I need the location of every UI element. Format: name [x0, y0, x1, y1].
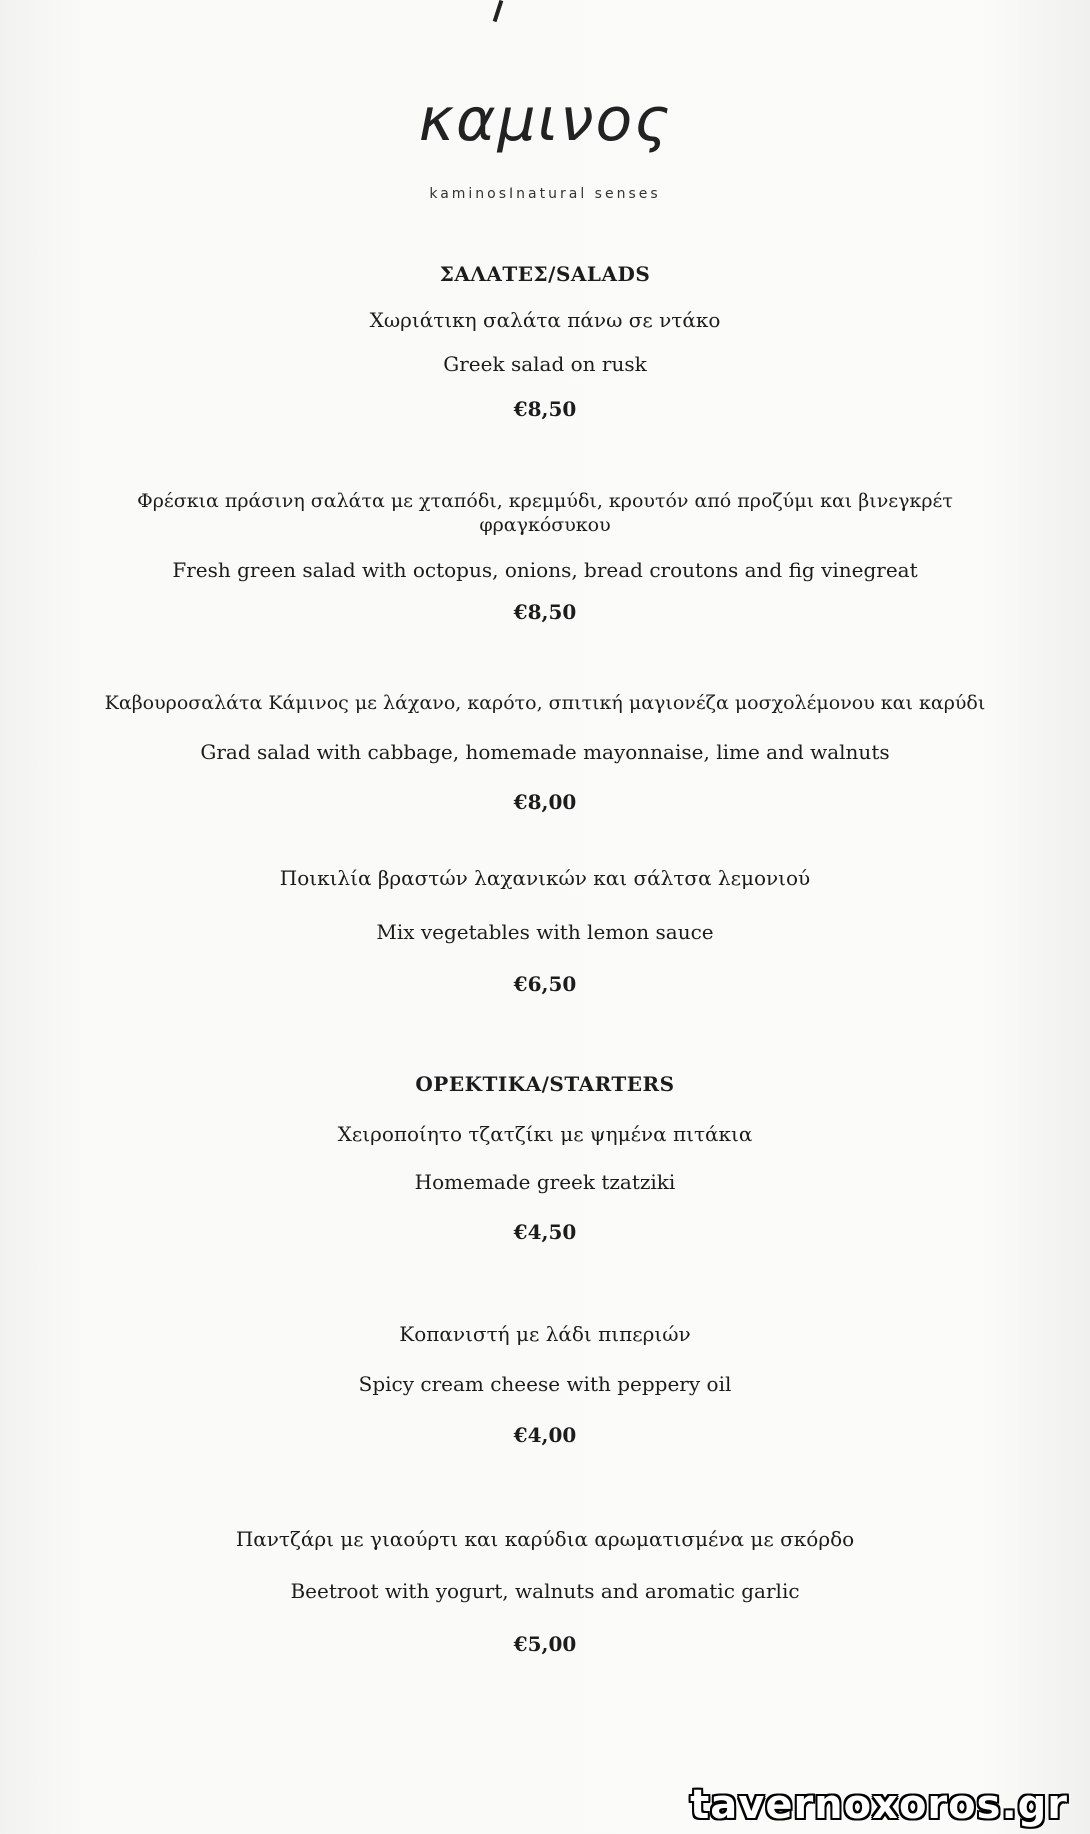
site-watermark: tavernoxoros.gr	[690, 1782, 1068, 1828]
logo-accent-mark	[493, 0, 504, 22]
starter-1-price: €4,50	[513, 1220, 577, 1244]
starter-2-greek: Κοπανιστή με λάδι πιπεριών	[399, 1322, 691, 1346]
logo-wordmark: καμινος	[418, 85, 672, 155]
starter-3-greek: Παντζάρι με γιαούρτι και καρύδια αρωματισμένα με σκόρδο	[235, 1527, 855, 1551]
restaurant-logo	[0, 85, 1090, 202]
salad-4-english: Mix vegetables with lemon sauce	[376, 920, 714, 944]
salad-3-english: Grad salad with cabbage, homemade mayonnaise, lime and walnuts	[200, 740, 890, 764]
salad-3-greek: Καβουροσαλάτα Κάμινος με λάχανο, καρότο, σπιτική μαγιονέζα μοσχολέμονου και καρύδι	[104, 692, 986, 714]
salad-1-price: €8,50	[513, 397, 577, 421]
salad-2-price: €8,50	[513, 600, 577, 624]
section-heading-starters: ΟΡΕΚΤΙΚΑ/STARTERS	[415, 1072, 675, 1096]
salad-3-price: €8,00	[513, 790, 577, 814]
salad-2-english: Fresh green salad with octopus, onions, bread croutons and fig vinegreat	[172, 558, 918, 582]
starter-2-price: €4,00	[513, 1423, 577, 1447]
salad-4-price: €6,50	[513, 972, 577, 996]
logo-tagline: kaminosInatural senses	[429, 186, 661, 202]
starter-1-greek: Χειροποίητο τζατζίκι με ψημένα πιτάκια	[337, 1122, 753, 1146]
salad-1-greek: Χωριάτικη σαλάτα πάνω σε ντάκο	[369, 308, 721, 332]
starter-2-english: Spicy cream cheese with peppery oil	[358, 1372, 732, 1396]
starter-3-english: Beetroot with yogurt, walnuts and aromatic garlic	[290, 1579, 800, 1603]
salad-2-greek-cont: φραγκόσυκου	[479, 514, 611, 536]
salad-2-greek: Φρέσκια πράσινη σαλάτα με χταπόδι, κρεμμύδι, κρουτόν από προζύμι και βινεγκρέτ	[137, 490, 953, 512]
starter-1-english: Homemade greek tzatziki	[414, 1170, 676, 1194]
section-heading-salads: ΣΑΛΑΤΕΣ/SALADS	[439, 262, 651, 286]
starter-3-price: €5,00	[513, 1632, 577, 1656]
salad-1-english: Greek salad on rusk	[443, 352, 647, 376]
salad-4-greek: Ποικιλία βραστών λαχανικών και σάλτσα λεμονιού	[279, 866, 811, 890]
